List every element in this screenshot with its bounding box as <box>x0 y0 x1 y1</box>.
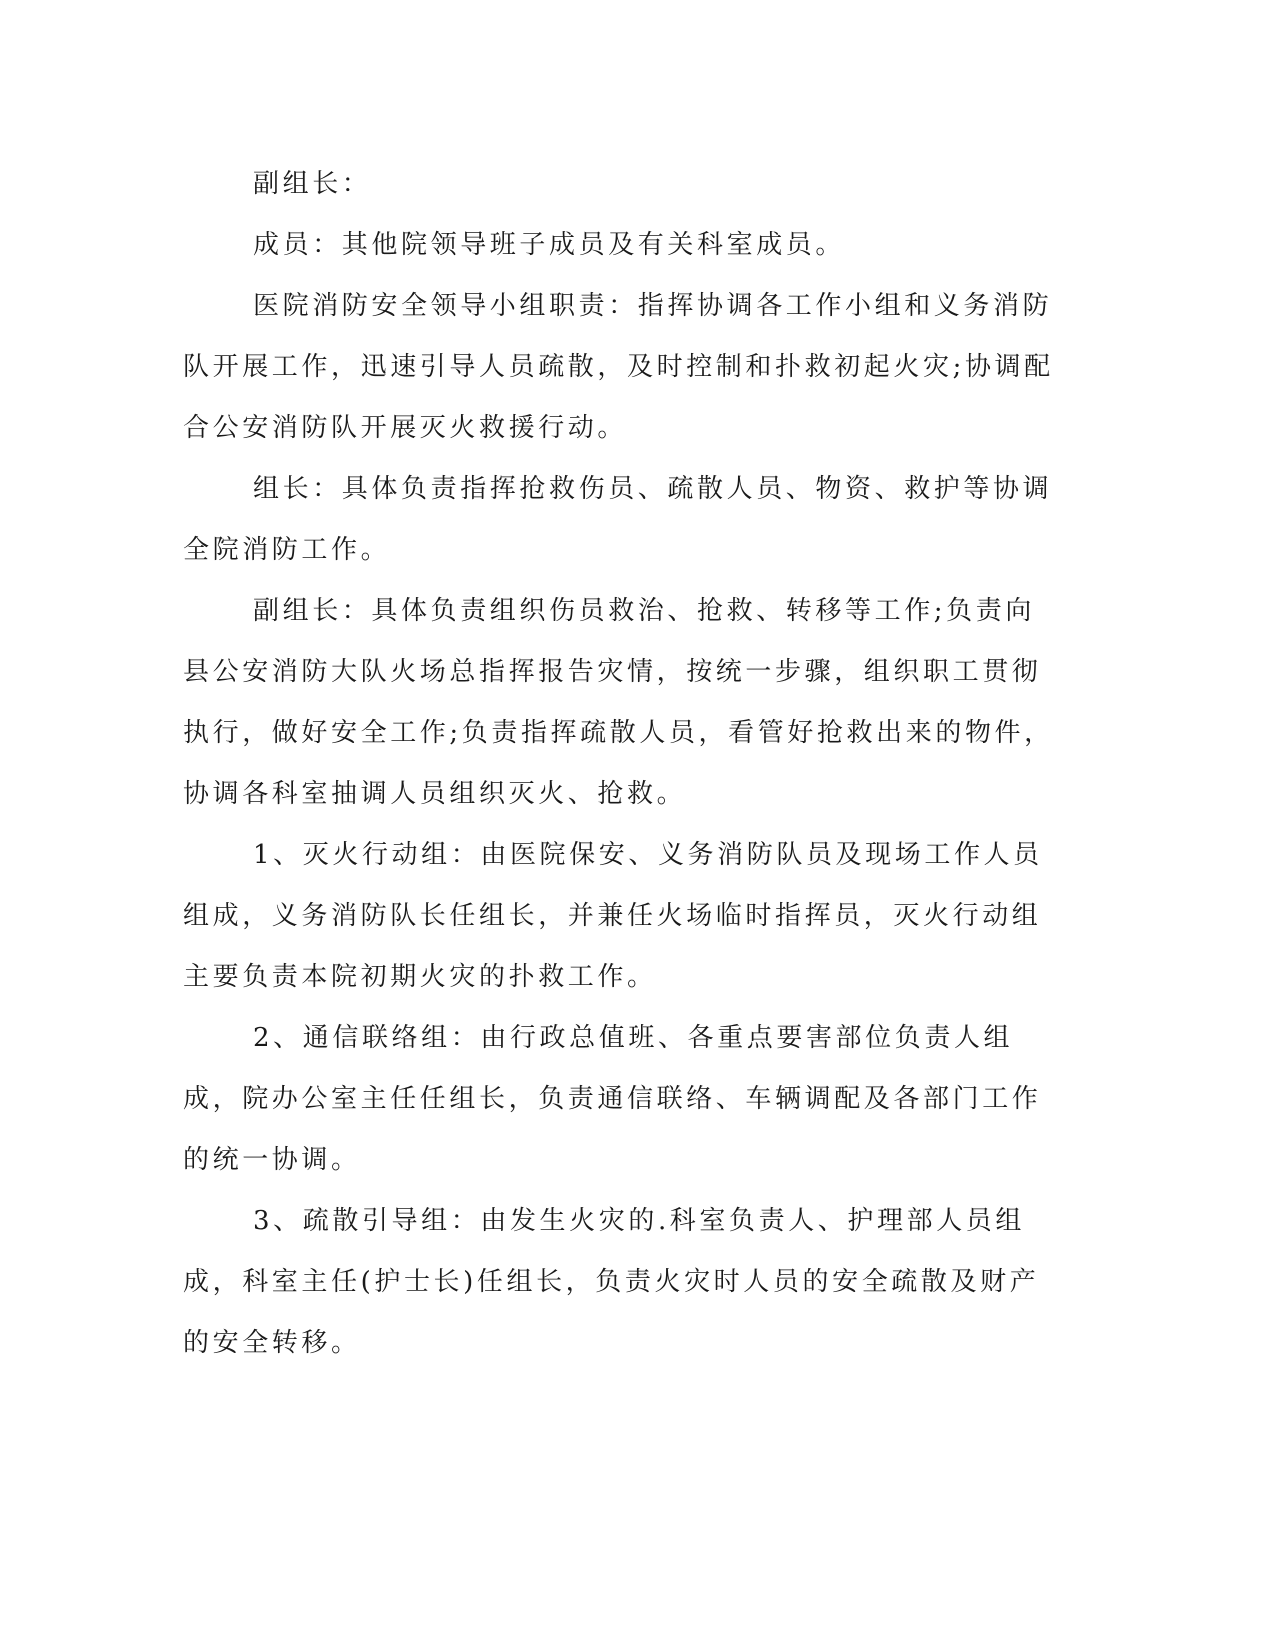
paragraph-deputy-leader-heading: 副组长： <box>253 169 372 199</box>
paragraph-communication-group: 2、通信联络组：由行政总值班、各重点要害部位负责人组成，院办公室主任任组长，负责通信联络、车辆调配及各部门工作的统一协调。 <box>183 1023 1042 1175</box>
paragraph-members: 成员：其他院领导班子成员及有关科室成员。 <box>253 230 846 260</box>
paragraph-firefighting-group: 1、灭火行动组：由医院保安、义务消防队员及现场工作人员组成，义务消防队长任组长，并兼任火场临时指挥员，灭火行动组主要负责本院初期火灾的扑救工作。 <box>183 840 1043 992</box>
paragraph-leader-duties: 组长：具体负责指挥抢救伤员、疏散人员、物资、救护等协调全院消防工作。 <box>183 474 1053 565</box>
paragraph-leading-group-duties: 医院消防安全领导小组职责：指挥协调各工作小组和义务消防队开展工作，迅速引导人员疏散，及时控制和扑救初起火灾;协调配合公安消防队开展灭火救援行动。 <box>183 291 1054 443</box>
document-body <box>183 154 1063 1374</box>
paragraph-evacuation-group: 3、疏散引导组：由发生火灾的.科室负责人、护理部人员组成，科室主任(护士长)任组长，负责火灾时人员的安全疏散及财产的安全转移。 <box>183 1206 1040 1358</box>
paragraph-deputy-leader-duties: 副组长：具体负责组织伤员救治、抢救、转移等工作;负责向县公安消防大队火场总指挥报告灾情，按统一步骤，组织职工贯彻执行，做好安全工作;负责指挥疏散人员，看管好抢救出来的物件，协调各科室抽调人员组织灭火、抢救。 <box>183 596 1054 809</box>
